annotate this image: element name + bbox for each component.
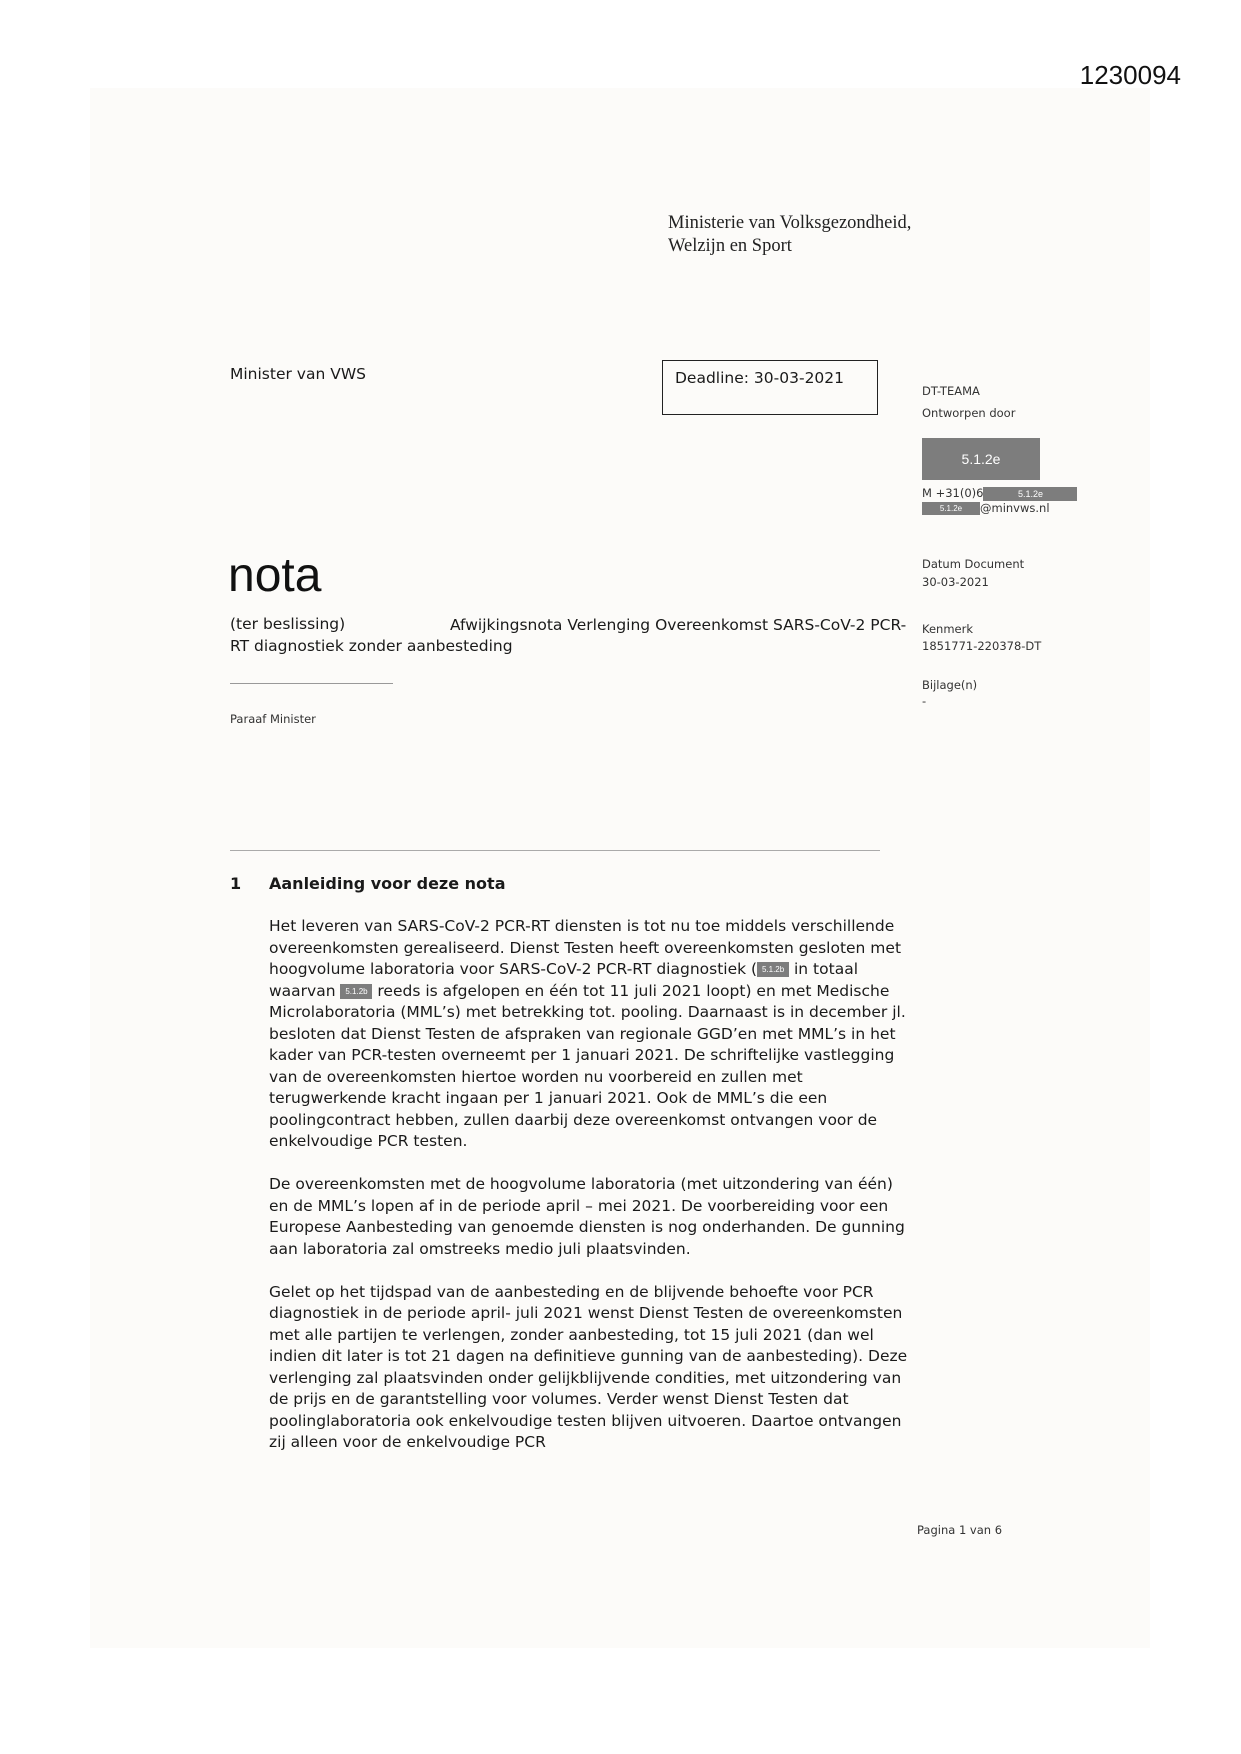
- page-number: Pagina 1 van 6: [917, 1523, 1003, 1537]
- document-number: 1230094: [1079, 60, 1181, 90]
- paragraph-3: Gelet op het tijdspad van de aanbesteding en de blijvende behoefte voor PCR diagnostiek in de periode april- juli 2021 wenst Dienst Testen de overeenkomsten met alle partijen te verlengen, zonder aanbesteding, tot 15 juli 2021 (dan wel indien dit later is tot 21 dagen na definitieve gunning van de aanbesteding). Deze verlenging zal plaatsvinden onder gelijkblijvende condities, met uitzondering van de prijs en de garantstelling voor volumes. Verder wenst Dienst Testen dat poolinglaboratoria ook enkelvoudige testen blijven uitvoeren. Daartoe ontvangen zij alleen voor de enkelvoudige PCR: [269, 1282, 908, 1451]
- reference-label: Kenmerk: [922, 622, 973, 636]
- name-redaction: 5.1.2e: [922, 438, 1040, 480]
- section-divider: [230, 850, 880, 851]
- deadline-box: [662, 360, 878, 415]
- phone-line: [922, 486, 1077, 501]
- nota-type: (ter beslissing): [230, 615, 346, 633]
- attachments-value: -: [922, 694, 927, 708]
- ministry-logo-text: [668, 212, 911, 258]
- paragraph-1: [269, 916, 909, 1153]
- phone-redaction: 5.1.2e: [983, 487, 1077, 501]
- document-title: nota: [228, 549, 322, 602]
- paragraph-1-part-b: in totaal waarvan: [269, 960, 859, 1000]
- email-redaction: 5.1.2e: [922, 502, 980, 515]
- deadline-text: Deadline: 30-03-2021: [675, 369, 845, 387]
- signature-divider: [230, 683, 393, 684]
- inline-redaction-2: 5.1.2b: [340, 984, 372, 999]
- phone-prefix: M +31(0)6: [922, 486, 984, 500]
- email-line: [922, 501, 1050, 515]
- name-redaction-wrap: [922, 438, 1040, 480]
- paragraph-1-part-c: reeds is afgelopen en één tot 11 juli 2021 loopt) en met Medische Microlaboratoria (MML’s) met betrekking tot. pooling. Daarnaast is in december jl. besloten dat Dienst Testen de afspraken van regionale GGD’en met MML’s in het kader van PCR-testen overneemt per 1 januari 2021. De schriftelijke vastlegging van de overeenkomsten hiertoe worden nu voorbereid en zullen met terugwerkende kracht ingaan per 1 januari 2021. Ook de MML’s die een poolingcontract hebben, zullen daarbij deze overeenkomst ontvangen voor de enkelvoudige PCR testen.: [269, 981, 906, 1150]
- email-domain: @minvws.nl: [980, 501, 1050, 515]
- paragraph-2: De overeenkomsten met de hoogvolume laboratoria (met uitzondering van één) en de MML’s lopen af in de periode april – mei 2021. De voorbereiding voor een Europese Aanbesteding van genoemde diensten is nog onderhanden. De gunning aan laboratoria zal omstreeks medio juli plaatsvinden.: [269, 1175, 905, 1258]
- date-label: Datum Document: [922, 557, 1025, 571]
- paragraph-1-part-a: Het leveren van SARS-CoV-2 PCR-RT diensten is tot nu toe middels verschillende overeenkomsten gerealiseerd. Dienst Testen heeft overeenkomsten gesloten met hoogvolume laboratoria voor SARS-CoV-2 PCR-RT diagnostiek (: [269, 917, 902, 978]
- inline-redaction-1: 5.1.2b: [757, 962, 789, 977]
- department: DT-TEAMA: [922, 384, 980, 398]
- addressee: Minister van VWS: [230, 365, 366, 383]
- section-body: [269, 916, 909, 1475]
- ministry-line-1: Ministerie van Volksgezondheid,: [668, 213, 912, 233]
- designed-by-label: Ontworpen door: [922, 406, 1016, 420]
- paraaf-label: Paraaf Minister: [230, 712, 316, 726]
- section-title: Aanleiding voor deze nota: [269, 874, 506, 893]
- date-value: 30-03-2021: [922, 575, 989, 589]
- section-number: 1: [230, 874, 242, 893]
- nota-subject: Afwijkingsnota Verlenging Overeenkomst SARS-CoV-2 PCR-RT diagnostiek zonder aanbesteding: [230, 616, 907, 655]
- reference-value: 1851771-220378-DT: [922, 639, 1042, 653]
- ministry-line-2: Welzijn en Sport: [668, 236, 792, 256]
- attachments-label: Bijlage(n): [922, 678, 978, 692]
